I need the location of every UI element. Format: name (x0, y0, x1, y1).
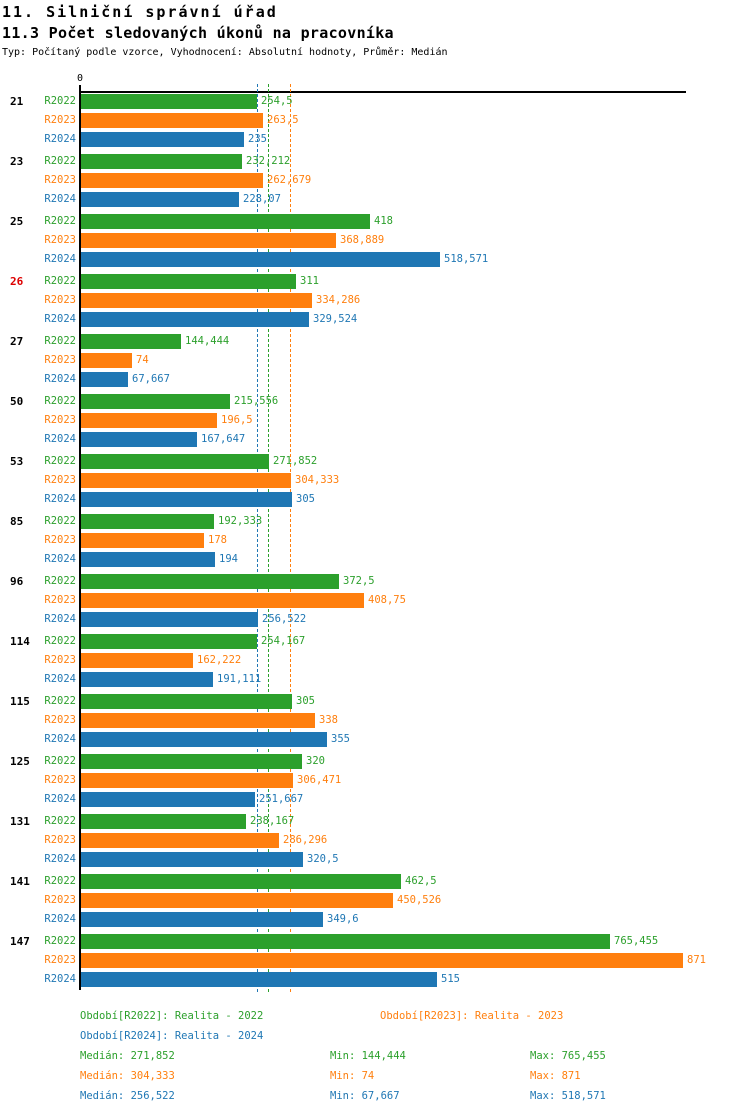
group-label-131: 131 (10, 815, 30, 828)
bar (81, 432, 197, 447)
row-label: R2024 (44, 733, 76, 745)
bar-value-label: 191,111 (217, 673, 262, 685)
bar-value-label: 196,5 (221, 414, 253, 426)
stat-median-r2023: Medián: 304,333 (80, 1070, 175, 1082)
row-label: R2022 (44, 395, 76, 407)
bar (81, 113, 263, 128)
bar-value-label: 67,667 (132, 373, 170, 385)
bar (81, 492, 292, 507)
row-label: R2023 (44, 114, 76, 126)
bar (81, 612, 258, 627)
group-label-115: 115 (10, 695, 30, 708)
bar-value-label: 871 (687, 954, 706, 966)
row-label: R2022 (44, 515, 76, 527)
bar (81, 552, 215, 567)
bar (81, 912, 323, 927)
bar (81, 833, 279, 848)
row-label: R2022 (44, 755, 76, 767)
bar-value-label: 286,296 (283, 834, 328, 846)
bar-value-label: 418 (374, 215, 393, 227)
group-label-147: 147 (10, 935, 30, 948)
row-label: R2024 (44, 373, 76, 385)
bar-value-label: 305 (296, 695, 315, 707)
chart-subtitle: Typ: Počítaný podle vzorce, Vyhodnocení: Absolutní hodnoty, Průměr: Medián (2, 47, 448, 58)
bar (81, 972, 437, 987)
bar-value-label: 254,167 (261, 635, 306, 647)
bar (81, 672, 213, 687)
bar (81, 274, 296, 289)
stat-min-r2023: Min: 74 (330, 1070, 375, 1082)
row-label: R2022 (44, 695, 76, 707)
bar-value-label: 355 (331, 733, 350, 745)
group-label-50: 50 (10, 395, 24, 408)
bar-value-label: 162,222 (197, 654, 242, 666)
bar (81, 754, 302, 769)
bar-value-label: 144,444 (185, 335, 230, 347)
row-label: R2023 (44, 234, 76, 246)
row-label: R2022 (44, 935, 76, 947)
bar (81, 154, 242, 169)
bar (81, 173, 263, 188)
stat-median-r2024: Medián: 256,522 (80, 1090, 175, 1102)
row-label: R2022 (44, 635, 76, 647)
bar-value-label: 256,522 (262, 613, 307, 625)
group-label-141: 141 (10, 875, 30, 888)
bar (81, 634, 257, 649)
row-label: R2023 (44, 174, 76, 186)
bar-value-label: 450,526 (397, 894, 442, 906)
row-label: R2024 (44, 553, 76, 565)
group-label-85: 85 (10, 515, 24, 528)
bar (81, 454, 269, 469)
bar (81, 353, 132, 368)
group-label-23: 23 (10, 155, 24, 168)
row-label: R2022 (44, 95, 76, 107)
row-label: R2023 (44, 474, 76, 486)
bar (81, 713, 315, 728)
bar-value-label: 232,212 (246, 155, 291, 167)
bar-value-label: 320,5 (307, 853, 339, 865)
bar (81, 953, 683, 968)
row-label: R2023 (44, 894, 76, 906)
bar (81, 934, 610, 949)
bar (81, 334, 181, 349)
bar (81, 792, 255, 807)
row-label: R2023 (44, 774, 76, 786)
bar-value-label: 306,471 (297, 774, 342, 786)
row-label: R2024 (44, 913, 76, 925)
bar (81, 214, 370, 229)
bar-value-label: 329,524 (313, 313, 358, 325)
legend-r2024: Období[R2024]: Realita - 2024 (80, 1030, 264, 1042)
row-label: R2022 (44, 455, 76, 467)
bar (81, 192, 239, 207)
legend-r2023: Období[R2023]: Realita - 2023 (380, 1010, 564, 1022)
x-axis-zero-label: 0 (76, 73, 84, 84)
row-label: R2024 (44, 193, 76, 205)
stat-min-r2022: Min: 144,444 (330, 1050, 406, 1062)
bar-value-label: 178 (208, 534, 227, 546)
bar-value-label: 515 (441, 973, 460, 985)
bar (81, 814, 246, 829)
bar-value-label: 311 (300, 275, 319, 287)
bar (81, 413, 217, 428)
bar-value-label: 238,167 (250, 815, 295, 827)
bar (81, 653, 193, 668)
row-label: R2022 (44, 875, 76, 887)
bar-value-label: 334,286 (316, 294, 361, 306)
row-label: R2023 (44, 534, 76, 546)
group-label-25: 25 (10, 215, 24, 228)
stat-median-r2022: Medián: 271,852 (80, 1050, 175, 1062)
row-label: R2023 (44, 414, 76, 426)
bar (81, 233, 336, 248)
bar (81, 394, 230, 409)
bar (81, 132, 244, 147)
stat-max-r2023: Max: 871 (530, 1070, 581, 1082)
bar (81, 473, 291, 488)
row-label: R2024 (44, 253, 76, 265)
row-label: R2024 (44, 313, 76, 325)
row-label: R2024 (44, 493, 76, 505)
bar-value-label: 518,571 (444, 253, 489, 265)
bar (81, 852, 303, 867)
row-label: R2023 (44, 714, 76, 726)
bar-value-label: 305 (296, 493, 315, 505)
row-label: R2023 (44, 654, 76, 666)
bar-value-label: 262,679 (267, 174, 312, 186)
bar (81, 514, 214, 529)
bar-value-label: 74 (136, 354, 149, 366)
bar-value-label: 167,647 (201, 433, 246, 445)
bar (81, 694, 292, 709)
row-label: R2023 (44, 294, 76, 306)
bar-value-label: 235 (248, 133, 267, 145)
row-label: R2024 (44, 673, 76, 685)
stat-max-r2022: Max: 765,455 (530, 1050, 606, 1062)
row-label: R2022 (44, 215, 76, 227)
bar (81, 593, 364, 608)
legend-r2022: Období[R2022]: Realita - 2022 (80, 1010, 264, 1022)
bar-value-label: 254,5 (261, 95, 293, 107)
bar-value-label: 368,889 (340, 234, 385, 246)
row-label: R2023 (44, 354, 76, 366)
bar (81, 893, 393, 908)
bar-value-label: 349,6 (327, 913, 359, 925)
row-label: R2023 (44, 594, 76, 606)
report-title: 11. Silniční správní úřad (2, 3, 278, 21)
group-label-21: 21 (10, 95, 24, 108)
group-label-53: 53 (10, 455, 24, 468)
row-label: R2022 (44, 275, 76, 287)
group-label-26: 26 (10, 275, 24, 288)
bar-value-label: 338 (319, 714, 338, 726)
bar-value-label: 372,5 (343, 575, 375, 587)
group-label-125: 125 (10, 755, 30, 768)
bar-value-label: 320 (306, 755, 325, 767)
row-label: R2024 (44, 853, 76, 865)
bar-value-label: 263,5 (267, 114, 299, 126)
bar (81, 732, 327, 747)
bar-value-label: 192,333 (218, 515, 263, 527)
row-label: R2023 (44, 954, 76, 966)
bar (81, 312, 309, 327)
group-label-114: 114 (10, 635, 30, 648)
row-label: R2024 (44, 973, 76, 985)
bar-value-label: 304,333 (295, 474, 340, 486)
bar-value-label: 215,556 (234, 395, 279, 407)
bar (81, 533, 204, 548)
row-label: R2022 (44, 155, 76, 167)
row-label: R2022 (44, 575, 76, 587)
bar (81, 293, 312, 308)
stat-max-r2024: Max: 518,571 (530, 1090, 606, 1102)
bar-value-label: 194 (219, 553, 238, 565)
bar-value-label: 251,667 (259, 793, 304, 805)
group-label-27: 27 (10, 335, 24, 348)
bar (81, 252, 440, 267)
row-label: R2024 (44, 433, 76, 445)
x-axis-line (80, 91, 686, 93)
bar (81, 874, 401, 889)
row-label: R2024 (44, 793, 76, 805)
bar (81, 574, 339, 589)
bar-value-label: 228,07 (243, 193, 281, 205)
group-label-96: 96 (10, 575, 24, 588)
stat-min-r2024: Min: 67,667 (330, 1090, 400, 1102)
bar (81, 372, 128, 387)
bar-value-label: 408,75 (368, 594, 406, 606)
row-label: R2024 (44, 613, 76, 625)
bar-value-label: 462,5 (405, 875, 437, 887)
bar (81, 94, 257, 109)
row-label: R2022 (44, 815, 76, 827)
bar-value-label: 765,455 (614, 935, 659, 947)
bar-value-label: 271,852 (273, 455, 318, 467)
chart-title: 11.3 Počet sledovaných úkonů na pracovníka (2, 24, 394, 42)
row-label: R2023 (44, 834, 76, 846)
row-label: R2024 (44, 133, 76, 145)
row-label: R2022 (44, 335, 76, 347)
bar (81, 773, 293, 788)
